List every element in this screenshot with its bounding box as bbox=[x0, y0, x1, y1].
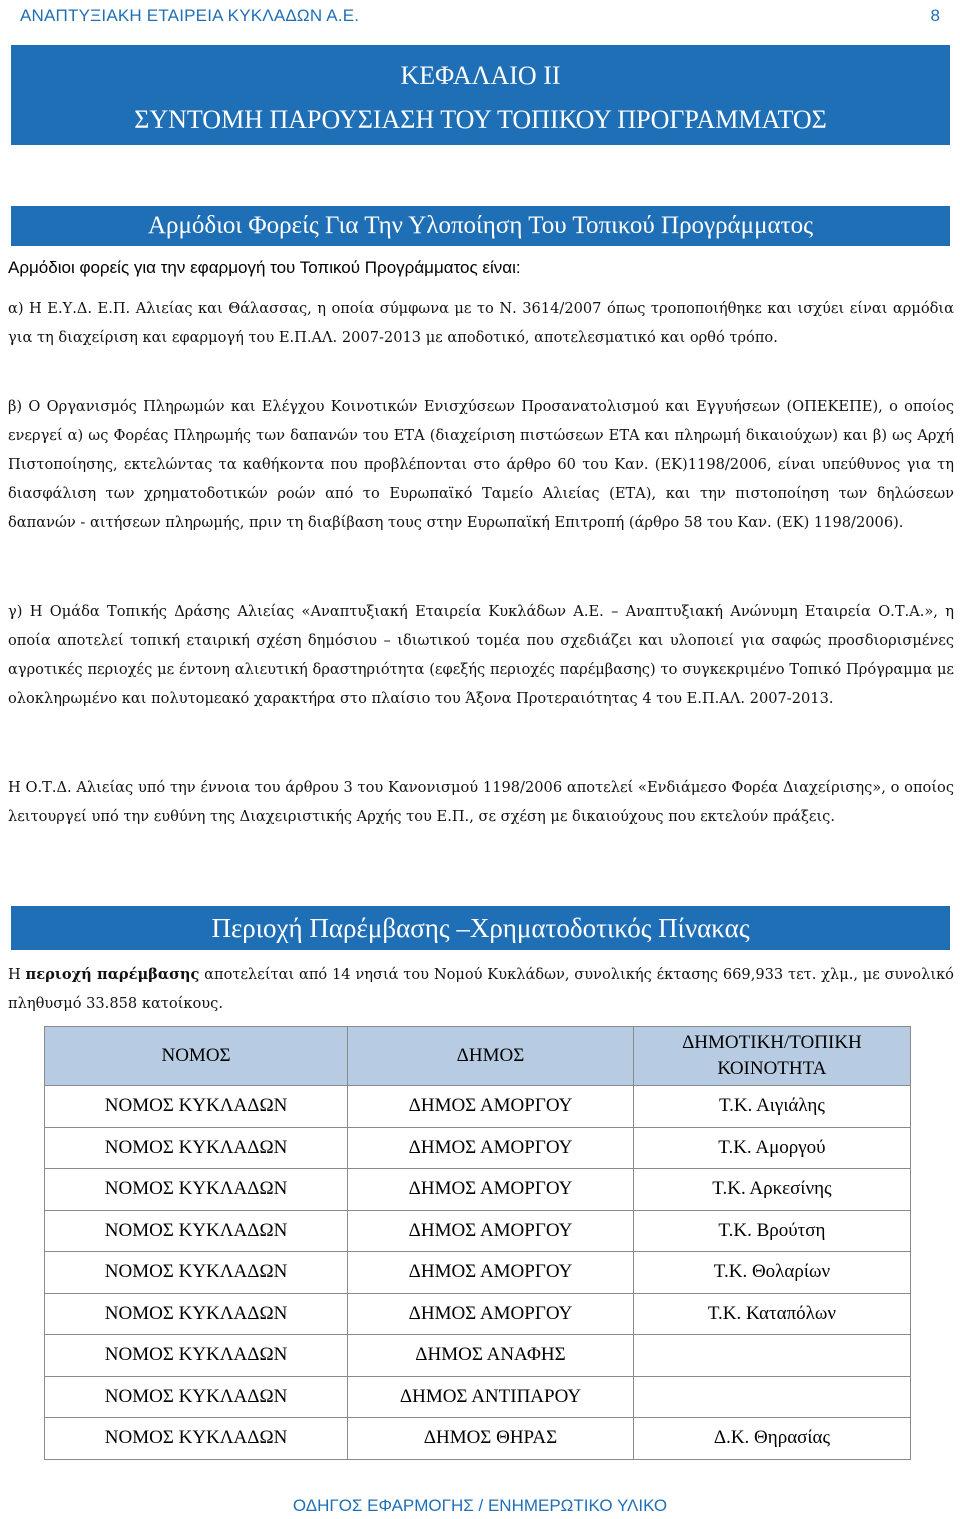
intro-rest: αποτελείται από 14 νησιά του Νομού Κυκλάδων, συνολικής έκτασης 669,933 τετ. χλμ., με συνολικό πληθυσμό 33.858 κατοίκους. bbox=[8, 966, 954, 1012]
cell-municipality: ΔΗΜΟΣ ΘΗΡΑΣ bbox=[348, 1418, 634, 1460]
municipalities-table bbox=[44, 1026, 911, 1460]
cell-prefecture: ΝΟΜΟΣ ΚΥΚΛΑΔΩΝ bbox=[45, 1252, 348, 1294]
table-row bbox=[45, 1169, 911, 1211]
cell-prefecture: ΝΟΜΟΣ ΚΥΚΛΑΔΩΝ bbox=[45, 1086, 348, 1128]
cell-municipality: ΔΗΜΟΣ ΑΜΟΡΓΟΥ bbox=[348, 1252, 634, 1294]
table-row bbox=[45, 1252, 911, 1294]
running-footer: ΟΔΗΓΟΣ ΕΦΑΡΜΟΓΗΣ / ΕΝΗΜΕΡΩΤΙΚΟ ΥΛΙΚΟ bbox=[292, 1496, 668, 1515]
intervention-area-paragraph bbox=[8, 960, 954, 1018]
cell-prefecture: ΝΟΜΟΣ ΚΥΚΛΑΔΩΝ bbox=[45, 1127, 348, 1169]
cell-prefecture: ΝΟΜΟΣ ΚΥΚΛΑΔΩΝ bbox=[45, 1376, 348, 1418]
table-row bbox=[45, 1210, 911, 1252]
intro-bold-term: περιοχή παρέμβασης bbox=[25, 966, 200, 983]
cell-community bbox=[633, 1335, 910, 1377]
table-row bbox=[45, 1376, 911, 1418]
cell-prefecture: ΝΟΜΟΣ ΚΥΚΛΑΔΩΝ bbox=[45, 1210, 348, 1252]
page-number: 8 bbox=[930, 6, 940, 25]
chapter-number: ΚΕΦΑΛΑΙΟ ΙΙ bbox=[400, 61, 561, 90]
cell-prefecture: ΝΟΜΟΣ ΚΥΚΛΑΔΩΝ bbox=[45, 1293, 348, 1335]
table-row bbox=[45, 1293, 911, 1335]
header-prefecture: ΝΟΜΟΣ bbox=[45, 1027, 348, 1086]
cell-community: Τ.Κ. Αρκεσίνης bbox=[633, 1169, 910, 1211]
cell-community: Δ.Κ. Θηρασίας bbox=[633, 1418, 910, 1460]
section-heading-intervention-area: Περιοχή Παρέμβασης –Χρηματοδοτικός Πίνακας bbox=[11, 906, 950, 950]
running-header-company: ΑΝΑΠΤΥΞΙΑΚΗ ΕΤΑΙΡΕΙΑ ΚΥΚΛΑΔΩΝ Α.Ε. bbox=[20, 6, 360, 25]
cell-municipality: ΔΗΜΟΣ ΑΜΟΡΓΟΥ bbox=[348, 1293, 634, 1335]
table-row bbox=[45, 1418, 911, 1460]
cell-municipality: ΔΗΜΟΣ ΑΜΟΡΓΟΥ bbox=[348, 1086, 634, 1128]
table-row bbox=[45, 1335, 911, 1377]
section-heading-bodies: Αρμόδιοι Φορείς Για Την Υλοποίηση Του Τοπικού Προγράμματος bbox=[11, 206, 950, 246]
header-community: ΔΗΜΟΤΙΚΗ/ΤΟΠΙΚΗ ΚΟΙΝΟΤΗΤΑ bbox=[633, 1027, 910, 1086]
paragraph-b: β) Ο Οργανισμός Πληρωμών και Ελέγχου Κοινοτικών Ενισχύσεων Προσανατολισμού και Εγγυήσεων (ΟΠΕΚΕΠΕ), ο οποίος ενεργεί α) ως Φορέας Πληρωμής των δαπανών του ΕΤΑ (διαχείριση πιστώσεων ΕΤΑ και πληρωμή δικαιούχων) και β) ως Αρχή Πιστοποίησης, εκτελώντας τα καθήκοντα που προβλέπονται στο άρθρο 60 του Καν. (ΕΚ)1198/2006, είναι υπεύθυνος για τη διασφάλιση των χρηματοδοτικών ροών από το Ευρωπαϊκό Ταμείο Αλιείας (ΕΤΑ), και την πιστοποίηση των δηλώσεων δαπανών - αιτήσεων πληρωμής, πριν τη διαβίβαση τους στην Ευρωπαϊκή Επιτροπή (άρθρο 58 του Καν. (ΕΚ) 1198/2006). bbox=[8, 398, 954, 531]
cell-prefecture: ΝΟΜΟΣ ΚΥΚΛΑΔΩΝ bbox=[45, 1335, 348, 1377]
cell-municipality: ΔΗΜΟΣ ΑΜΟΡΓΟΥ bbox=[348, 1127, 634, 1169]
chapter-title: ΣΥΝΤΟΜΗ ΠΑΡΟΥΣΙΑΣΗ ΤΟΥ ΤΟΠΙΚΟΥ ΠΡΟΓΡΑΜΜΑΤΟΣ bbox=[134, 105, 827, 134]
cell-community: Τ.Κ. Αμοργού bbox=[633, 1127, 910, 1169]
cell-community: Τ.Κ. Αιγιάλης bbox=[633, 1086, 910, 1128]
paragraph-d: Η Ο.Τ.Δ. Αλιείας υπό την έννοια του άρθρου 3 του Κανονισμού 1198/2006 αποτελεί «Ενδιάμεσο Φορέα Διαχείρισης», ο οποίος λειτουργεί υπό την ευθύνη της Διαχειριστικής Αρχής του Ε.Π., σε σχέση με δικαιούχους που εκτελούν πράξεις. bbox=[8, 779, 954, 825]
chapter-title-box bbox=[11, 45, 950, 145]
cell-municipality: ΔΗΜΟΣ ΑΝΑΦΗΣ bbox=[348, 1335, 634, 1377]
cell-municipality: ΔΗΜΟΣ ΑΝΤΙΠΑΡΟΥ bbox=[348, 1376, 634, 1418]
paragraph-c: γ) Η Ομάδα Τοπικής Δράσης Αλιείας «Αναπτυξιακή Εταιρεία Κυκλάδων Α.Ε. – Αναπτυξιακή Ανώνυμη Εταιρεία Ο.Τ.Α.», η οποία αποτελεί τοπική εταιρική σχέση δημόσιου – ιδιωτικού τομέα που σχεδιάζει και υλοποιεί για σαφώς προσδιορισμένες αγροτικές περιοχές με έντονη αλιευτική δραστηριότητα (εφεξής περιοχές παρέμβασης) το συγκεκριμένο Τοπικό Πρόγραμμα με ολοκληρωμένο και πολυτομεακό χαρακτήρα στο πλαίσιο του Άξονα Προτεραιότητας 4 του Ε.Π.ΑΛ. 2007-2013. bbox=[8, 603, 954, 707]
cell-municipality: ΔΗΜΟΣ ΑΜΟΡΓΟΥ bbox=[348, 1210, 634, 1252]
cell-community: Τ.Κ. Θολαρίων bbox=[633, 1252, 910, 1294]
cell-municipality: ΔΗΜΟΣ ΑΜΟΡΓΟΥ bbox=[348, 1169, 634, 1211]
intro-start: Η bbox=[8, 966, 26, 983]
cell-prefecture: ΝΟΜΟΣ ΚΥΚΛΑΔΩΝ bbox=[45, 1418, 348, 1460]
header-municipality: ΔΗΜΟΣ bbox=[348, 1027, 634, 1086]
paragraph-a: α) Η Ε.Υ.Δ. Ε.Π. Αλιείας και Θάλασσας, η οποία σύμφωνα με το Ν. 3614/2007 όπως τροποποιήθηκε και ισχύει είναι αρμόδια για τη διαχείριση και εφαρμογή του Ε.Π.ΑΛ. 2007-2013 με αποδοτικό, αποτελεσματικό και ορθό τρόπο. bbox=[8, 300, 954, 346]
section-intro: Αρμόδιοι φορείς για την εφαρμογή του Τοπικού Προγράμματος είναι: bbox=[8, 258, 521, 277]
cell-community: Τ.Κ. Καταπόλων bbox=[633, 1293, 910, 1335]
cell-community: Τ.Κ. Βρούτση bbox=[633, 1210, 910, 1252]
cell-prefecture: ΝΟΜΟΣ ΚΥΚΛΑΔΩΝ bbox=[45, 1169, 348, 1211]
table-row bbox=[45, 1086, 911, 1128]
table-row bbox=[45, 1127, 911, 1169]
table-header-row bbox=[45, 1027, 911, 1086]
cell-community bbox=[633, 1376, 910, 1418]
